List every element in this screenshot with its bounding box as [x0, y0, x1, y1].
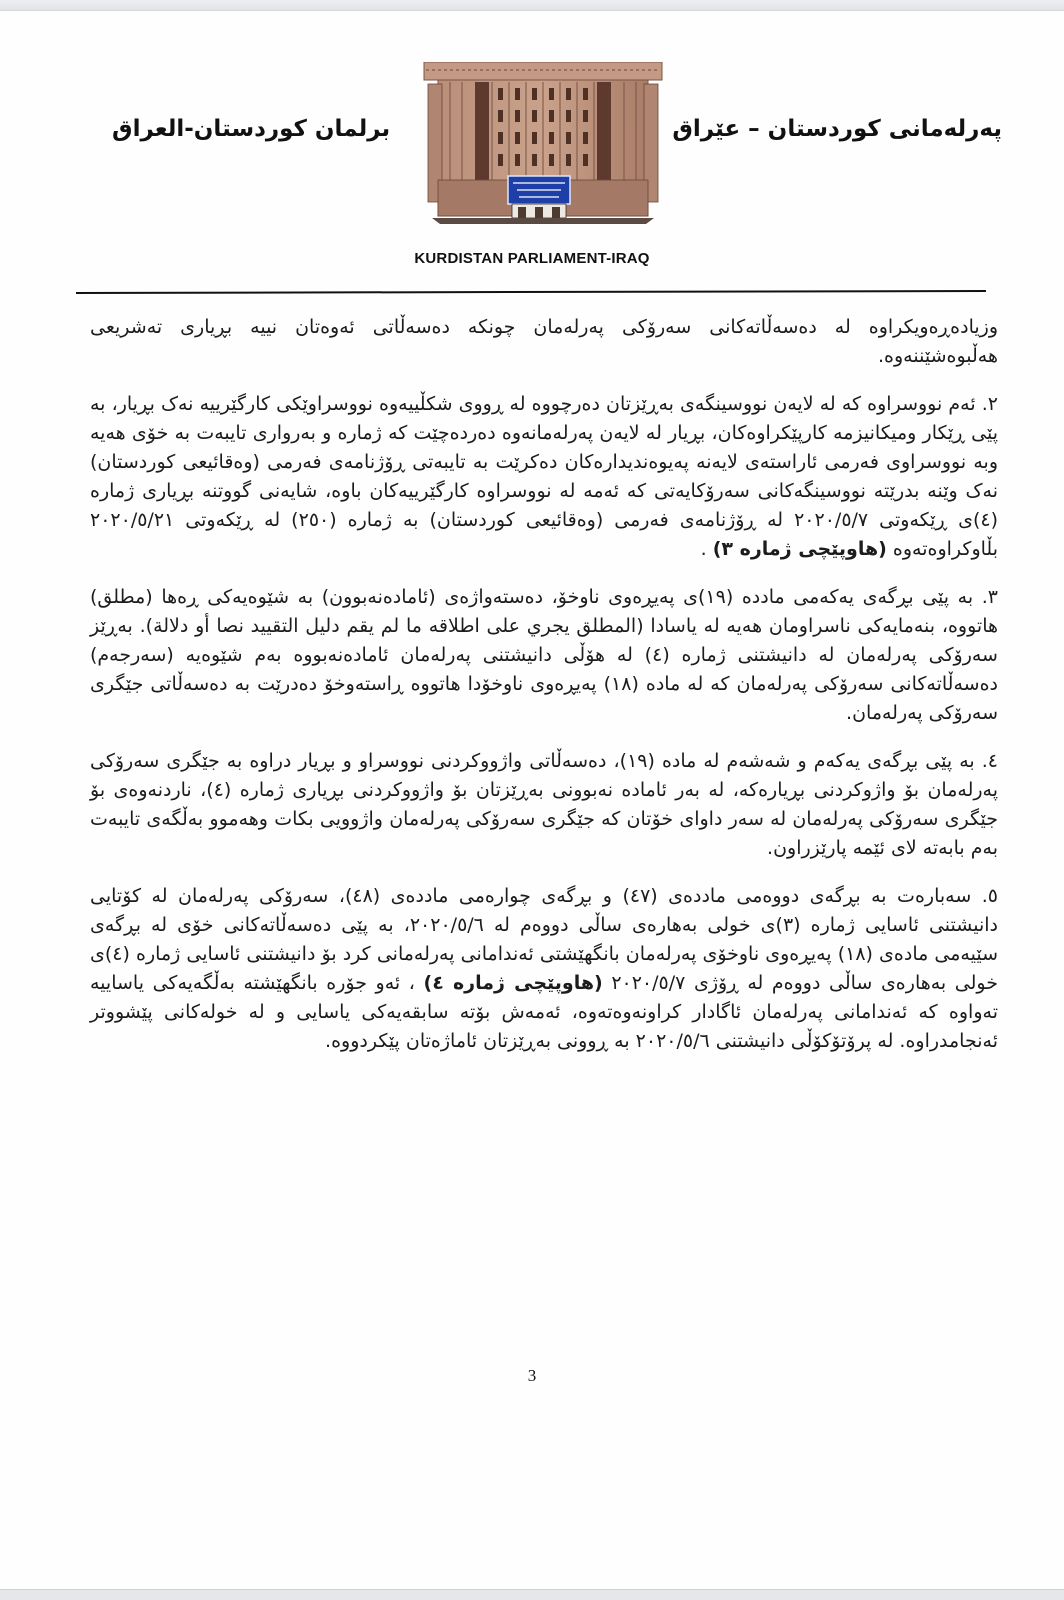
- paragraph-end: .: [700, 538, 713, 560]
- letterhead-title-kurdish: پەرلەمانی کوردستان – عێراق: [672, 116, 1002, 142]
- logo-roof: [424, 62, 662, 80]
- paragraph-item-2: [90, 390, 998, 564]
- paragraph-text: ٤. بە پێی بڕگەی یەکەم و شەشەم لە ماده (١٩)، دەسەڵاتی واژووکردنی نووسراو و بڕیار دراوە بە جێگری سەرۆکی پەرلەمان بۆ واژوکردنی بڕیارەکە، لە بەر ئامادە نەبوونی بەڕێزتان بۆ واژووکردنی بڕیاری ژمارە (٤)، ناردنەوەی بۆ جێگری سەرۆکی پەرلەمان لە سەر داوای خۆتان کە جێگری سەرۆکی پەرلەمان واژوویی بکات وهەموو بەڵگەی تایبەت بەم بابەتە لای ئێمە پارێزراون.: [90, 750, 999, 859]
- attachment-reference: (هاوپێچی ژمارە ٤): [423, 972, 603, 994]
- attachment-reference: (هاوپێچی ژمارە ٣): [712, 538, 887, 560]
- viewer-bottom-bar: [0, 1589, 1064, 1600]
- paragraph-item-3: [90, 583, 998, 728]
- logo-dark-column-left: [475, 82, 489, 180]
- logo-entrance-doors: [518, 207, 560, 218]
- letterhead-title-english: KURDISTAN PARLIAMENT-IRAQ: [414, 250, 650, 267]
- paragraph-item-4: [90, 747, 998, 863]
- letter-body: [90, 313, 998, 1075]
- viewer-top-bar: [0, 0, 1064, 11]
- letterhead-title-arabic: برلمان كوردستان-العراق: [112, 116, 391, 142]
- paragraph-text: ٥. سەبارەت بە بڕگەی دووەمی ماددەی (٤٧) و بڕگەی چوارەمی ماددەی (٤٨)، سەرۆکی پەرلەمان لە کۆتایی دانیشتنی ئاسایی ژمارە (٣)ی خولی بەهارەی ساڵی دووەم لە ٢٠٢٠/٥/٦، بە پێی دەسەڵاتەکانی خۆی لە بڕگەی سێیەمی مادەی (١٨) پەیڕەوی ناوخۆی پەرلەمان بانگهێشتی ئەندامانی پەرلەمانی کرد بۆ دانیشتنی ئاسایی ژمارە (٤)ی خولی بەهارەی ساڵی دووەم لە ڕۆژی ٢٠٢٠/٥/٧: [90, 885, 998, 994]
- paragraph-text: وزیادەڕەویکراوە لە دەسەڵاتەکانی سەرۆکی پەرلەمان چونکە دەسەڵاتی ئەوەتان نییە بڕیاری تەشریعی هەڵبوەشێننەوە.: [90, 316, 998, 367]
- page-number: 3: [527, 1366, 537, 1385]
- paragraph-item-5: [90, 882, 998, 1056]
- paragraph-end: ، ئەو جۆرە بانگهێشتە بەڵگەیەکی یاساییە تەواوە کە ئەندامانی پەرلەمان ئاگادار کراونەوەتەوە، ئەمەش بۆتە سابقەیەکی یاسایی و لە خولەکانی پێشووتر ئەنجامدراوە. لە پرۆتۆکۆڵی دانیشتنی ٢٠٢٠/٥/٦ بە ڕوونی بەڕێزتان ئاماژەتان پێکردووە.: [90, 972, 998, 1052]
- parliament-building-logo: [420, 62, 666, 238]
- logo-ground: [432, 218, 654, 224]
- logo-dark-column-right: [597, 82, 611, 180]
- paragraph-text: ٢. ئەم نووسراوە کە لە لایەن نووسینگەی بەڕێزتان دەرچووە لە ڕووی شکڵییەوە نووسراوێکی کارگێرییە نەک بڕیار، بە پێی ڕێکار ومیکانیزمە کارپێکراوەکان، بڕیار لە لایەن پەرلەمانەوە دەردەچێت کە ژمارە و بەرواری تایبەت بە خۆی هەیە وبە نووسراوی فەرمی ئاراستەی لایەنە پەیوەندیدارەکان دەکرێت بە تایبەتی ڕۆژنامەی فەرمی (وەقائیعی کوردستان) نەک وێنە بدرێتە نووسینگەکانی سەرۆکایەتی کە ئەمە لە نووسراوە کارگێرییەکان باوە، شایەنی گووتنە بڕیاری ژمارە (٤)ی ڕێکەوتی ٢٠٢٠/٥/٧ لە ڕۆژنامەی فەرمی (وەقائیعی کوردستان) بە ژمارە (٢٥٠) لە ڕێکەوتی ٢٠٢٠/٥/٢١ بڵاوکراوەتەوە: [90, 393, 998, 560]
- paragraph-continuation: [90, 313, 998, 371]
- paragraph-text: ٣. بە پێی بڕگەی یەکەمی مادده (١٩)ی پەیڕەوی ناوخۆ، دەستەواژەی (ئامادەنەبوون) بە شێوەیەکی ڕەها (مطلق) هاتووە، بنەمایەکی ناسراومان هەیە لە یاسادا (المطلق يجري على اطلاقه ما لم يقم دليل التقييد نصا أو دلالة). بەڕێز سەرۆکی پەرلەمان لە دانیشتنی ژمارە (٤) لە هۆڵی دانیشتنی پەرلەمان ئامادەنەبووە بەم شێوەیە (سەرجەم) دەسەڵاتەکانی سەرۆکی پەرلەمان کە لە ماده (١٨) پەیڕەوی ناوخۆدا هاتووە ڕاستەوخۆ دەدرێت بە دەسەڵاتی جێگری سەرۆکی پەرلەمان.: [90, 586, 998, 724]
